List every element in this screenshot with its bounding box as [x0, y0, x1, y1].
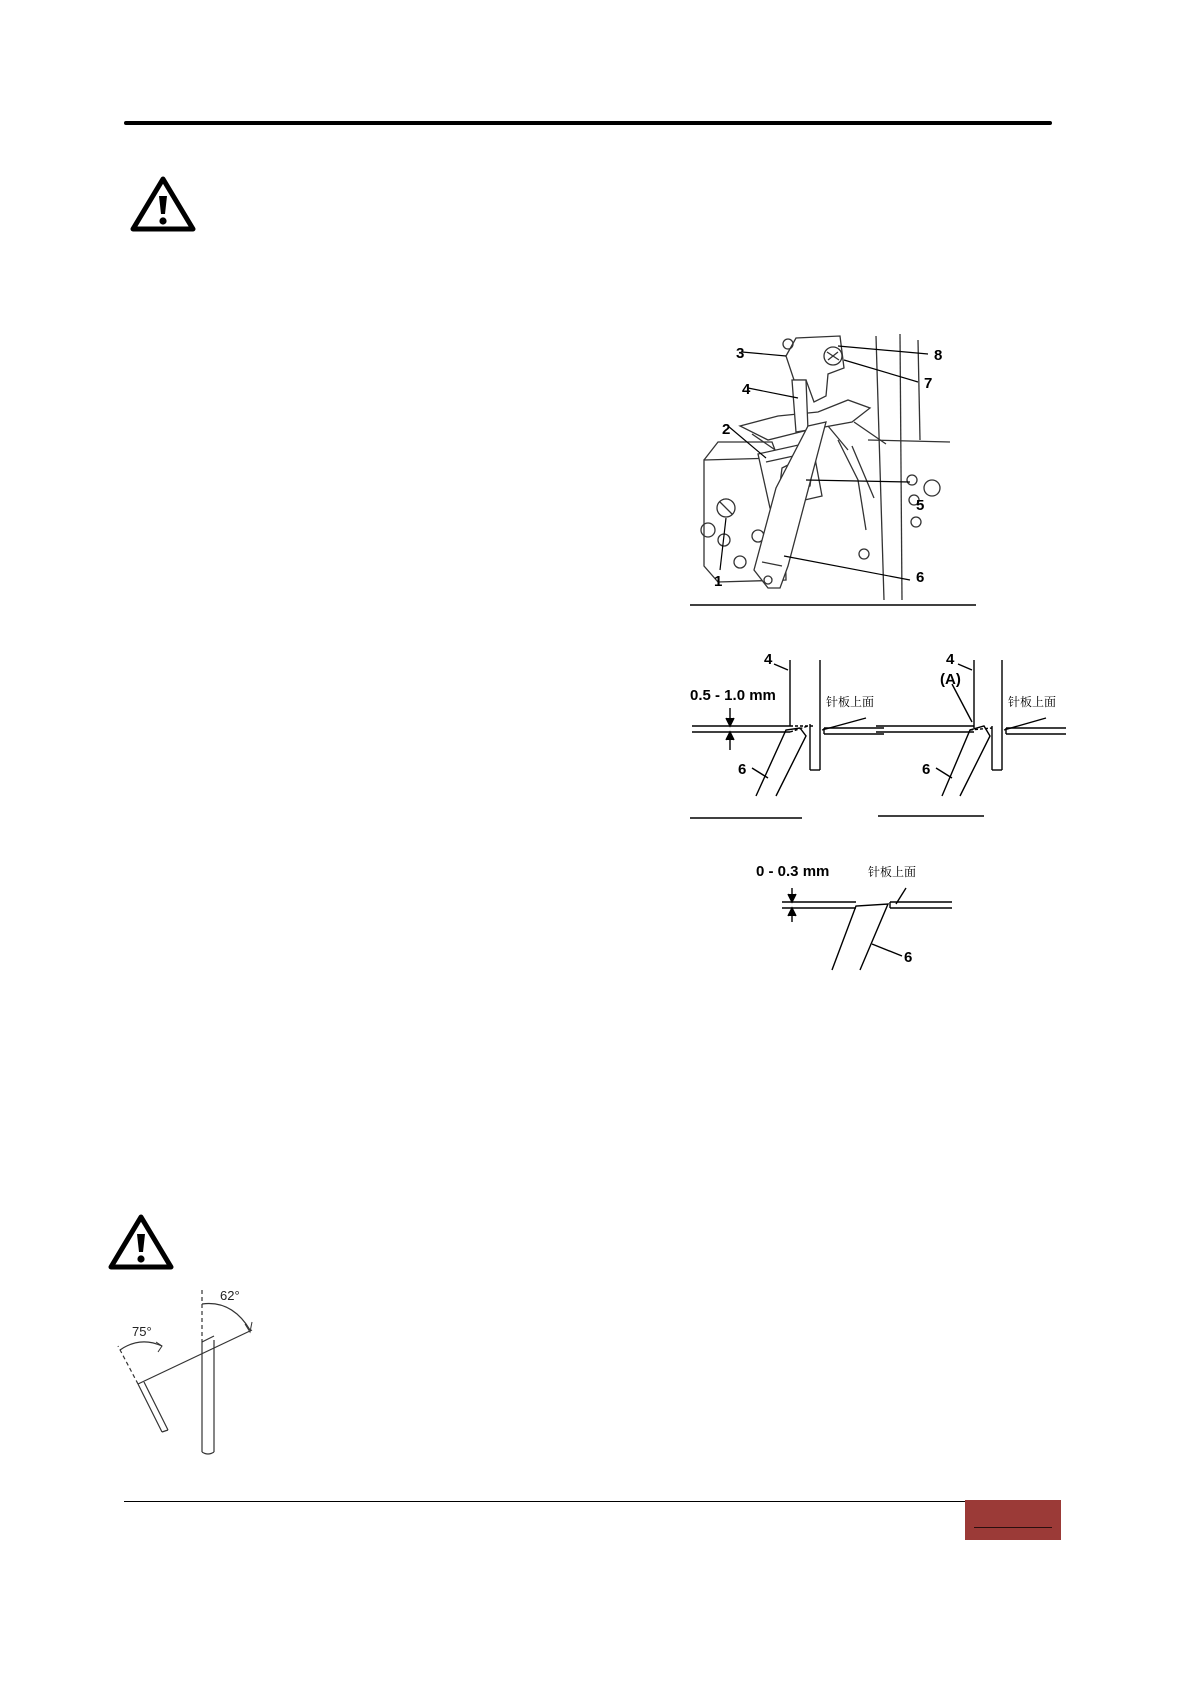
warning-triangle-icon [130, 176, 196, 232]
footer-rule [124, 1501, 1052, 1502]
right-needle-plate-label: 针板上面 [1008, 695, 1057, 709]
left-part-4: 4 [764, 651, 773, 668]
warning-triangle-icon [108, 1214, 174, 1270]
needle-plate-label: 针板上面 [868, 865, 917, 879]
callout-1: 1 [714, 573, 723, 590]
angle-75-label: 75° [132, 1324, 152, 1339]
left-needle-plate-label: 针板上面 [826, 695, 875, 709]
angle-figure [104, 1286, 274, 1456]
right-part-6: 6 [922, 761, 931, 778]
page-tab-underline [974, 1527, 1052, 1528]
part-6-label: 6 [904, 949, 913, 966]
callout-6: 6 [916, 569, 925, 586]
height-adjustment-figure [690, 650, 1070, 826]
callout-4: 4 [742, 381, 751, 398]
mechanism-figure [688, 330, 988, 610]
clearance-dimension: 0 - 0.3 mm [756, 863, 830, 880]
callout-3: 3 [736, 345, 745, 362]
callout-8: 8 [934, 347, 943, 364]
angle-62-label: 62° [220, 1288, 240, 1303]
left-dimension: 0.5 - 1.0 mm [690, 687, 776, 704]
callout-2: 2 [722, 421, 731, 438]
callout-7: 7 [924, 375, 933, 392]
left-part-6: 6 [738, 761, 747, 778]
page-number-tab [965, 1500, 1061, 1540]
right-marker-a: (A) [940, 671, 961, 688]
right-part-4: 4 [946, 651, 955, 668]
header-rule [124, 121, 1052, 125]
callout-5: 5 [916, 497, 925, 514]
clearance-figure [756, 858, 976, 974]
